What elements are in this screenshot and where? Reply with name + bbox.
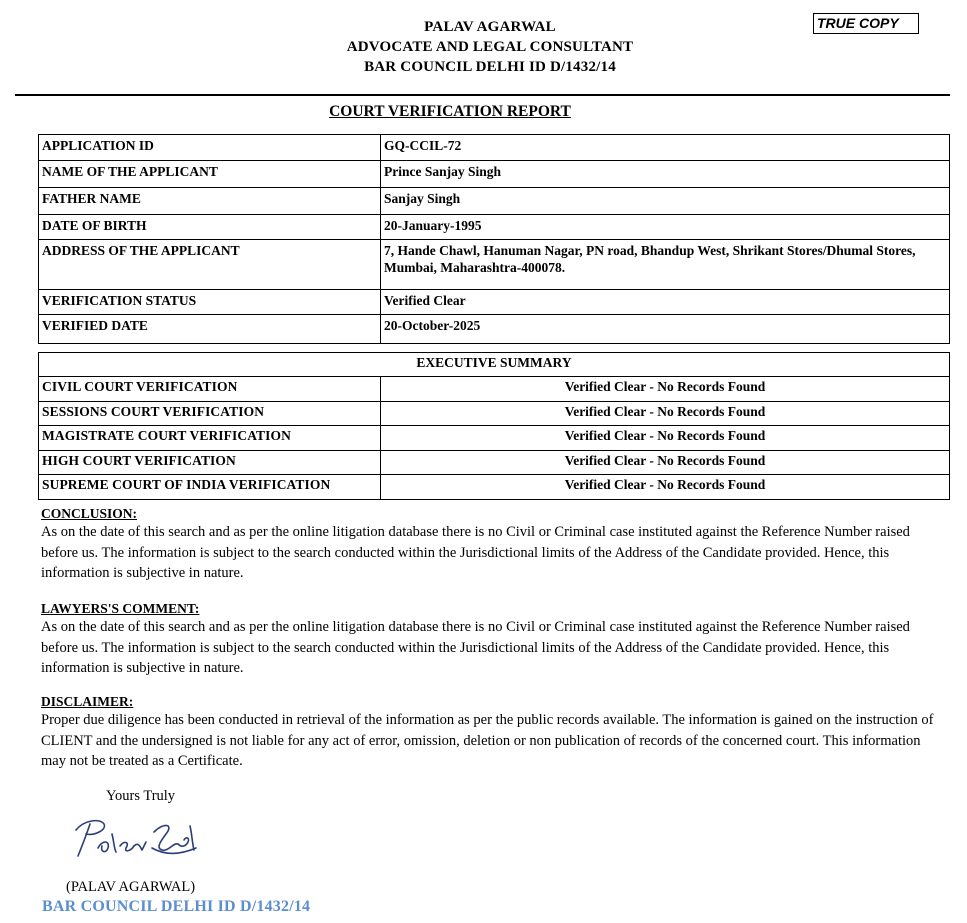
signer-name: (PALAV AGARWAL) xyxy=(66,879,196,895)
disclaimer-title: DISCLAIMER: xyxy=(41,694,134,709)
row-label: CIVIL COURT VERIFICATION xyxy=(39,377,381,402)
footer-bar-council-id: BAR COUNCIL DELHI ID D/1432/14 xyxy=(42,898,311,915)
report-title: COURT VERIFICATION REPORT xyxy=(329,103,571,120)
advocate-bar-id: BAR COUNCIL DELHI ID D/1432/14 xyxy=(364,59,616,75)
advocate-designation: ADVOCATE AND LEGAL CONSULTANT xyxy=(346,39,634,55)
row-value: Verified Clear xyxy=(381,290,950,315)
advocate-name: PALAV AGARWAL xyxy=(424,19,556,35)
lawyers-comment-text: As on the date of this search and as per the online litigation database there is no Civil or Criminal case instituted against the Reference Number raised before us. The information is subject to the search conducted within the Jurisdictional limits of the Address of the Candidate provided. Hence, this information is subjective in nature. xyxy=(41,619,910,676)
table-row xyxy=(39,402,950,426)
table-row xyxy=(39,451,950,475)
row-label: DATE OF BIRTH xyxy=(39,215,381,240)
closing-salutation: Yours Truly xyxy=(106,788,176,804)
row-value: Verified Clear - No Records Found xyxy=(381,426,950,451)
executive-summary-table xyxy=(38,352,950,500)
signature-image xyxy=(70,812,200,864)
table-row xyxy=(39,377,950,402)
conclusion-text: As on the date of this search and as per the online litigation database there is no Civil or Criminal case instituted against the Reference Number raised before us. The information is subject to the search conducted within the Jurisdictional limits of the Address of the Candidate provided. Hence, this information is subjective in nature. xyxy=(41,524,910,581)
row-label: VERIFICATION STATUS xyxy=(39,290,381,315)
table-row xyxy=(39,475,950,500)
row-label: FATHER NAME xyxy=(39,188,381,215)
row-value: GQ-CCIL-72 xyxy=(381,135,950,161)
row-value: 20-January-1995 xyxy=(381,215,950,240)
lawyers-comment-section xyxy=(41,601,941,679)
conclusion-title: CONCLUSION: xyxy=(41,506,138,521)
row-value: 7, Hande Chawl, Hanuman Nagar, PN road, Bhandup West, Shrikant Stores/Dhumal Stores, Mumbai, Maharashtra-400078. xyxy=(381,240,950,290)
table-row xyxy=(39,215,950,240)
table-row xyxy=(39,426,950,451)
row-label: MAGISTRATE COURT VERIFICATION xyxy=(39,426,381,451)
true-copy-stamp: TRUE COPY xyxy=(813,13,919,34)
row-label: APPLICATION ID xyxy=(39,135,381,161)
disclaimer-section xyxy=(41,694,941,772)
table-row xyxy=(39,290,950,315)
row-label: ADDRESS OF THE APPLICANT xyxy=(39,240,381,290)
applicant-details-table xyxy=(38,134,950,344)
table-row xyxy=(39,135,950,161)
row-value: Verified Clear - No Records Found xyxy=(381,475,950,500)
table-row xyxy=(39,161,950,188)
disclaimer-text: Proper due diligence has been conducted in retrieval of the information as per the public records available. The information is gained on the instruction of CLIENT and the undersigned is not liable for any act of error, omission, deletion or non publication of records of the concerned court. This information may not be treated as a Certificate. xyxy=(41,712,934,769)
table-row xyxy=(39,315,950,344)
row-value: Verified Clear - No Records Found xyxy=(381,402,950,426)
summary-heading: EXECUTIVE SUMMARY xyxy=(39,353,950,377)
table-row xyxy=(39,188,950,215)
table-row xyxy=(39,240,950,290)
row-value: Sanjay Singh xyxy=(381,188,950,215)
row-label: NAME OF THE APPLICANT xyxy=(39,161,381,188)
row-value: Verified Clear - No Records Found xyxy=(381,377,950,402)
row-label: VERIFIED DATE xyxy=(39,315,381,344)
row-label: SESSIONS COURT VERIFICATION xyxy=(39,402,381,426)
row-value: 20-October-2025 xyxy=(381,315,950,344)
row-label: HIGH COURT VERIFICATION xyxy=(39,451,381,475)
header-divider xyxy=(15,94,950,96)
row-label: SUPREME COURT OF INDIA VERIFICATION xyxy=(39,475,381,500)
lawyers-comment-title: LAWYERS'S COMMENT: xyxy=(41,601,200,616)
table-header-row xyxy=(39,353,950,377)
row-value: Prince Sanjay Singh xyxy=(381,161,950,188)
row-value: Verified Clear - No Records Found xyxy=(381,451,950,475)
conclusion-section xyxy=(41,506,941,584)
